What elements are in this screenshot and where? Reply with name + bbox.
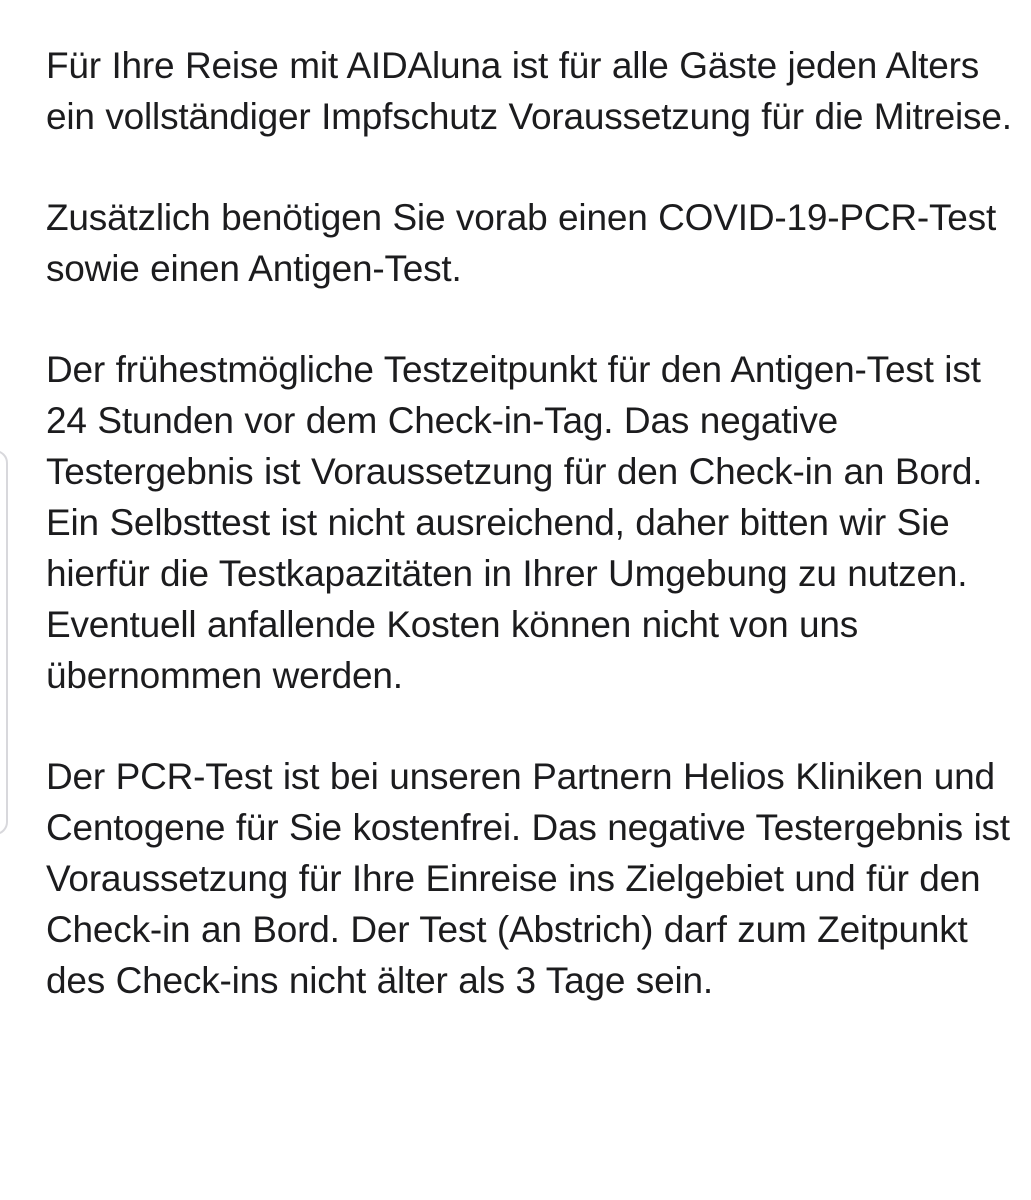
paragraph-vaccination-requirement: Für Ihre Reise mit AIDAluna ist für alle Gäste jeden Alters ein vollständiger Impfschutz Voraussetzung für die Mitreise. — [46, 45, 1012, 137]
paragraph-required-tests: Zusätzlich benötigen Sie vorab einen COVID-19-PCR-Test sowie einen Antigen-Test. — [46, 197, 997, 289]
paragraph-pcr-test-details: Der PCR-Test ist bei unseren Partnern Helios Kliniken und Centogene für Sie kostenfrei. Das negative Testergebnis ist Voraussetzung für Ihre Einreise ins Zielgebiet und für den Check-in an Bord. Der Test (Abstrich) darf zum Zeitpunkt des Check-ins nicht älter als 3 Tage sein. — [46, 756, 1010, 1001]
left-edge-panel — [0, 450, 8, 835]
document-body — [46, 40, 1021, 1006]
paragraph-antigen-test-details: Der frühestmögliche Testzeitpunkt für den Antigen-Test ist 24 Stunden vor dem Check-in-Tag. Das negative Testergebnis ist Voraussetzung für den Check-in an Bord. Ein Selbsttest ist nicht ausreichend, daher bitten wir Sie hierfür die Testkapazitäten in Ihrer Umgebung zu nutzen. Eventuell anfallende Kosten können nicht von uns übernommen werden. — [46, 349, 983, 696]
